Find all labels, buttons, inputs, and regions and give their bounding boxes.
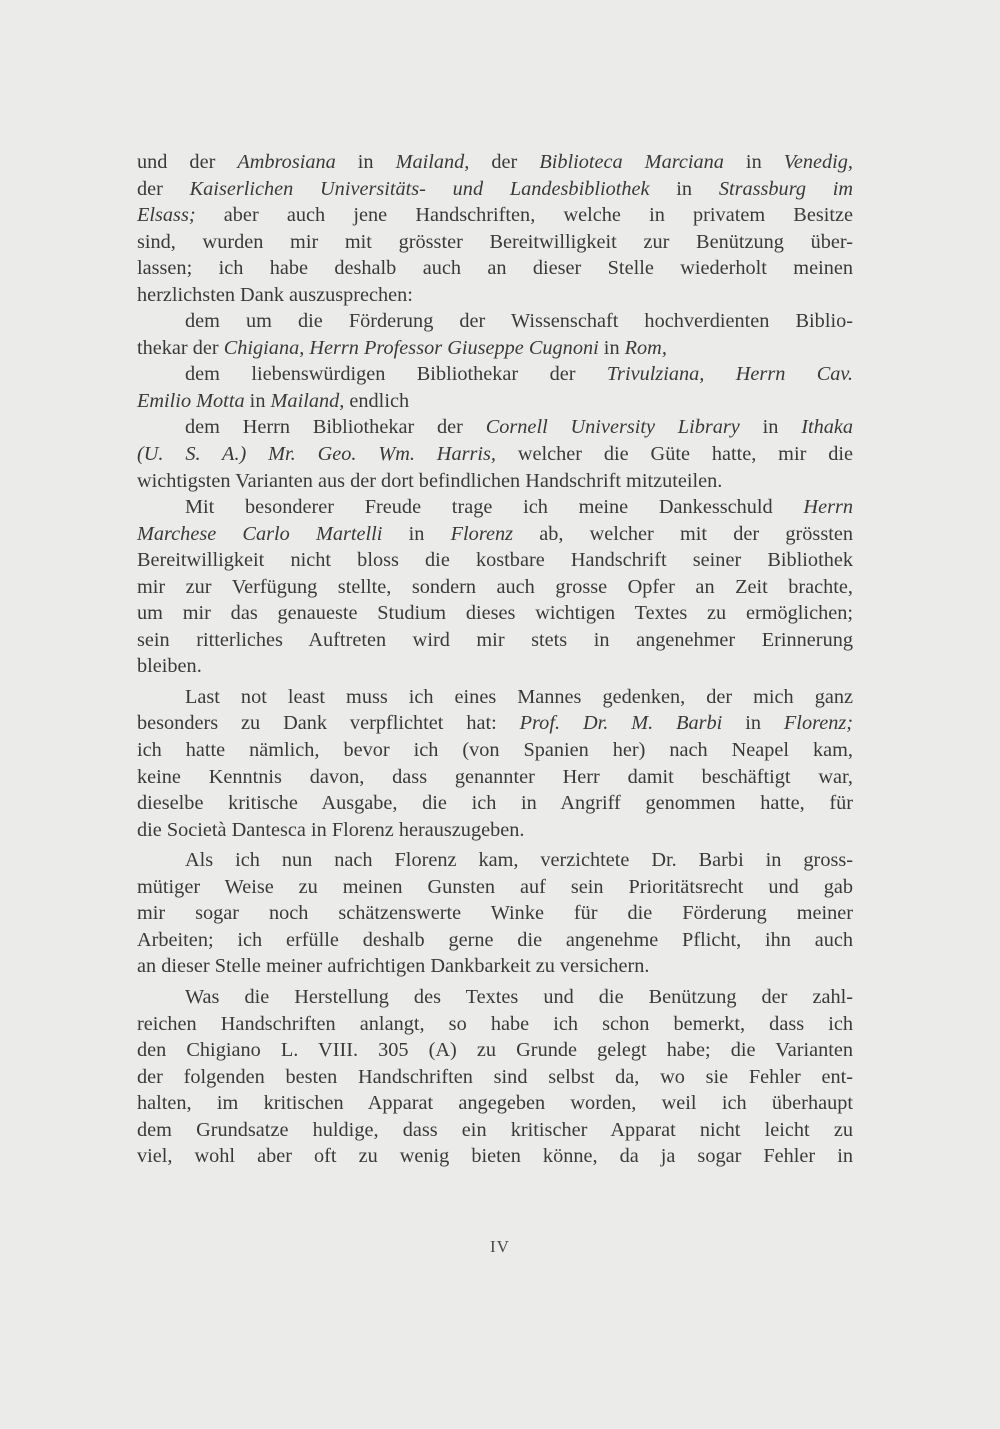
text-run: wichtigsten Varianten aus der dort befindlichen Handschrift mitzuteilen. bbox=[137, 469, 723, 492]
text-line bbox=[137, 710, 853, 737]
text-line bbox=[137, 149, 853, 176]
text-line bbox=[137, 308, 853, 335]
text-run: sein ritterliches Auftreten wird mir stets in angenehmer Erinnerung bbox=[137, 628, 853, 651]
text-run: sind, wurden mir mit grösster Bereitwilligkeit zur Benützung über- bbox=[137, 230, 853, 253]
text-run: halten, im kritischen Apparat angegeben worden, weil ich überhaupt bbox=[137, 1092, 853, 1115]
page-number: IV bbox=[490, 1237, 510, 1256]
text-run: den Chigiano L. VIII. 305 (A) zu Grunde gelegt habe; die Varianten bbox=[137, 1039, 853, 1062]
text-line bbox=[137, 1064, 853, 1091]
text-run: Als ich nun nach Florenz kam, verzichtete Dr. Barbi in gross- bbox=[185, 849, 853, 872]
text-line bbox=[137, 521, 853, 548]
text-run: Mit besonderer Freude trage ich meine Dankesschuld bbox=[185, 496, 804, 519]
text-line bbox=[137, 1143, 853, 1170]
text-line bbox=[137, 229, 853, 256]
text-line bbox=[137, 335, 853, 362]
text-line bbox=[137, 984, 853, 1011]
text-line bbox=[137, 494, 853, 521]
text-run: in bbox=[244, 389, 271, 412]
text-run: in bbox=[722, 712, 784, 735]
text-run: ab, welcher mit der grössten bbox=[513, 522, 853, 545]
text-line bbox=[137, 547, 853, 574]
text-line bbox=[137, 1117, 853, 1144]
italic-text: Kaiserlichen Universitäts- und Landesbibliothek bbox=[189, 177, 650, 200]
text-line bbox=[137, 953, 853, 980]
text-line bbox=[137, 817, 853, 844]
text-line bbox=[137, 684, 853, 711]
italic-text: Biblioteca Marciana bbox=[539, 151, 724, 173]
italic-text: Florenz bbox=[450, 522, 513, 545]
italic-text: Trivulziana, Herrn Cav. bbox=[606, 363, 854, 386]
text-line bbox=[137, 1090, 853, 1117]
text-run: der bbox=[137, 177, 190, 200]
text-run: mütiger Weise zu meinen Gunsten auf sein Prioritätsrecht und gab bbox=[137, 875, 853, 898]
text-run: herzlichsten Dank auszusprechen: bbox=[137, 283, 413, 306]
text-run: an dieser Stelle meiner aufrichtigen Dankbarkeit zu versichern. bbox=[137, 955, 650, 978]
italic-text: Prof. Dr. M. Barbi bbox=[519, 712, 723, 735]
text-line bbox=[137, 737, 853, 764]
italic-text: Mailand, bbox=[270, 389, 345, 412]
text-line bbox=[137, 927, 853, 954]
italic-text: Strassburg im bbox=[718, 177, 853, 200]
text-run: welcher die Güte hatte, mir die bbox=[495, 443, 853, 466]
body-text bbox=[137, 149, 853, 1170]
text-run: der folgenden besten Handschriften sind selbst da, wo sie Fehler ent- bbox=[137, 1065, 853, 1088]
text-line bbox=[137, 574, 853, 601]
text-line bbox=[137, 255, 853, 282]
text-run: aber auch jene Handschriften, welche in privatem Besitze bbox=[195, 204, 853, 227]
text-run: dem liebenswürdigen Bibliothekar der bbox=[185, 363, 607, 386]
italic-text: Venedig, bbox=[783, 151, 854, 173]
text-run: dieselbe kritische Ausgabe, die ich in Angriff genommen hatte, für bbox=[137, 792, 853, 815]
text-line bbox=[137, 414, 853, 441]
text-run: in bbox=[739, 416, 802, 439]
text-line bbox=[137, 468, 853, 495]
text-run: besonders zu Dank verpflichtet hat: bbox=[137, 712, 520, 735]
text-run: Arbeiten; ich erfülle deshalb gerne die angenehme Pflicht, ihn auch bbox=[137, 928, 853, 951]
italic-text: Cornell University Library bbox=[485, 416, 740, 439]
italic-text: Emilio Motta bbox=[137, 389, 245, 412]
text-line bbox=[137, 874, 853, 901]
text-run: dem Herrn Bibliothekar der bbox=[185, 416, 486, 439]
text-run: die Società Dantesca in Florenz herauszugeben. bbox=[137, 818, 525, 841]
text-line bbox=[137, 388, 853, 415]
text-run: thekar der bbox=[137, 336, 224, 359]
text-run: der bbox=[469, 151, 540, 173]
text-run: in bbox=[723, 151, 784, 173]
text-line bbox=[137, 790, 853, 817]
text-line bbox=[137, 1011, 853, 1038]
text-run: bleiben. bbox=[137, 655, 202, 678]
text-run: keine Kenntnis davon, dass genannter Herr damit beschäftigt war, bbox=[137, 765, 853, 788]
text-run: um mir das genaueste Studium dieses wichtigen Textes zu ermöglichen; bbox=[137, 602, 853, 625]
text-line bbox=[137, 361, 853, 388]
text-run: mir sogar noch schätzenswerte Winke für die Förderung meiner bbox=[137, 902, 853, 925]
text-run: endlich bbox=[344, 389, 410, 412]
italic-text: (U. S. A.) Mr. Geo. Wm. Harris, bbox=[137, 443, 496, 466]
text-line bbox=[137, 202, 853, 229]
text-line bbox=[137, 764, 853, 791]
text-line bbox=[137, 176, 853, 203]
text-run: und der bbox=[137, 151, 238, 173]
text-run: in bbox=[382, 522, 451, 545]
text-run: Bereitwilligkeit nicht bloss die kostbare Handschrift seiner Bibliothek bbox=[137, 549, 853, 572]
italic-text: Rom, bbox=[624, 336, 667, 359]
italic-text: Chigiana, Herrn Professor Giuseppe Cugnoni bbox=[223, 336, 599, 359]
text-line bbox=[137, 653, 853, 680]
text-run: dem um die Förderung der Wissenschaft hochverdienten Biblio- bbox=[185, 310, 853, 333]
text-line bbox=[137, 1037, 853, 1064]
text-line bbox=[137, 441, 853, 468]
text-run: Last not least muss ich eines Mannes gedenken, der mich ganz bbox=[185, 685, 853, 708]
text-run: mir zur Verfügung stellte, sondern auch grosse Opfer an Zeit brachte, bbox=[137, 575, 853, 598]
text-line bbox=[137, 600, 853, 627]
italic-text: Marchese Carlo Martelli bbox=[137, 522, 383, 545]
italic-text: Mailand, bbox=[395, 151, 470, 173]
text-line bbox=[137, 282, 853, 309]
text-run: in bbox=[649, 177, 719, 200]
text-run: lassen; ich habe deshalb auch an dieser Stelle wiederholt meinen bbox=[137, 257, 853, 280]
text-run: in bbox=[335, 151, 396, 173]
italic-text: Florenz; bbox=[783, 712, 854, 735]
italic-text: Ambrosiana bbox=[237, 151, 336, 173]
italic-text: Elsass; bbox=[137, 204, 196, 227]
text-run: in bbox=[598, 336, 625, 359]
text-line bbox=[137, 627, 853, 654]
italic-text: Herrn bbox=[803, 496, 853, 519]
text-run: dem Grundsatze huldige, dass ein kritischer Apparat nicht leicht zu bbox=[137, 1118, 853, 1141]
text-run: Was die Herstellung des Textes und die Benützung der zahl- bbox=[185, 985, 853, 1008]
text-line bbox=[137, 847, 853, 874]
text-run: reichen Handschriften anlangt, so habe ich schon bemerkt, dass ich bbox=[137, 1012, 853, 1035]
italic-text: Ithaka bbox=[801, 416, 854, 439]
text-run: ich hatte nämlich, bevor ich (von Spanien her) nach Neapel kam, bbox=[137, 739, 853, 762]
text-run: viel, wohl aber oft zu wenig bieten könne, da ja sogar Fehler in bbox=[137, 1145, 853, 1168]
text-line bbox=[137, 900, 853, 927]
